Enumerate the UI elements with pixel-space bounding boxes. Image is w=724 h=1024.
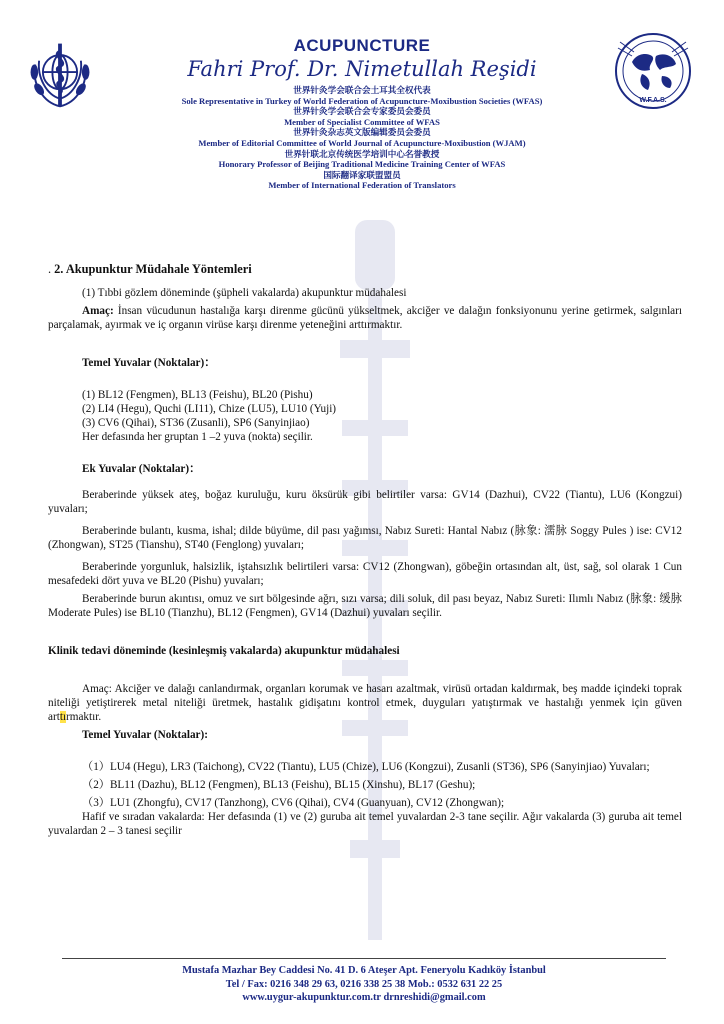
credential-line: 世界针灸杂志英文版编辑委员会委员	[293, 127, 431, 138]
credential-line: Member of International Federation of Translators	[268, 180, 456, 191]
symptom-paragraph: Beraberinde bulantı, kusma, ishal; dilde büyüme, dil pası yağımsı, Nabız Sureti: Hantal Nabız (脉象: 濡脉 Soggy Pules ) ise: CV12 (Zhongwan), ST25 (Tianshu), ST40 (Fenglong) yuvaları;	[48, 525, 682, 551]
credential-line: 国际翻译家联盟盟员	[323, 169, 401, 180]
point-note: Her defasında her gruptan 1 –2 yuva (nokta) seçilir.	[82, 431, 313, 443]
point-group: （2）BL11 (Dazhu), BL12 (Fengmen), BL13 (Feishu), BL15 (Xinshu), BL17 (Geshu);	[82, 779, 476, 791]
credential-line: Member of Editorial Committee of World Journal of Acupuncture-Moxibustion (WJAM)	[198, 137, 526, 148]
footer	[62, 964, 666, 1005]
credential-line: Honorary Professor of Beijing Traditional Medicine Training Center of WFAS	[218, 159, 506, 170]
footer-contact	[62, 991, 666, 1005]
additional-points-heading: Ek Yuvalar (Noktalar)：	[82, 463, 201, 475]
credential-line: Sole Representative in Turkey of World Federation of Acupuncture-Moxibustion Societies (WFAS)	[181, 95, 543, 106]
symptom-paragraph: Beraberinde yorgunluk, halsizlik, iştahsızlık belirtileri varsa: CV12 (Zhongwan), göbeğin ortasından alt, üst, sağ, sol olarak 1 Cun mesafedeki dört yuva ve BL20 (Pishu) yuvaları;	[48, 561, 682, 587]
wfas-logo-text: W.F.A.S.	[639, 97, 667, 104]
point-group: (3) CV6 (Qihai), ST36 (Zusanli), SP6 (Sanyinjiao)	[82, 417, 310, 429]
basic-points-heading: Temel Yuvalar (Noktalar)：	[82, 357, 216, 369]
clinical-heading: Klinik tedavi döneminde (kesinleşmiş vakalarda) akupunktur müdahalesi	[48, 645, 400, 657]
subsection-title: (1) Tıbbi gözlem döneminde (şüpheli vakalarda) akupunktur müdahalesi	[82, 287, 407, 299]
point-group: (1) BL12 (Fengmen), BL13 (Feishu), BL20 (Pishu)	[82, 389, 313, 401]
basic-points-heading: Temel Yuvalar (Noktalar):	[82, 729, 208, 741]
point-note: Hafif ve sıradan vakalarda: Her defasında (1) ve (2) guruba ait temel yuvalardan 2-3 tane seçilir. Ağır vakalarda (3) guruba ait temel yuvalardan 2 – 3 tanesi seçilir	[48, 811, 682, 837]
symptom-paragraph: Beraberinde yüksek ateş, boğaz kuruluğu, kuru öksürük gibi belirtiler varsa: GV14 (Dazhui), CV22 (Tiantu), LU6 (Kongzui) yuvaları;	[48, 489, 682, 515]
credential-line: 世界针联北京传统医学培训中心名誉教授	[284, 148, 440, 159]
wfas-logo	[612, 30, 694, 112]
credential-line: Member of Specialist Committee of WFAS	[284, 116, 440, 127]
letterhead	[120, 36, 604, 191]
symptom-paragraph: Beraberinde burun akıntısı, omuz ve sırt bölgesinde ağrı, sızı varsa; dili soluk, dil pası beyaz, Nabız Sureti: Ilımlı Nabız (脉象: 缓脉Moderate Pules) ise BL10 (Tianzhu), BL12 (Fengmen), GV14 (Dazhui) yuvaları seçilir.	[48, 593, 682, 619]
section-heading: . 2. Akupunktur Müdahale Yöntemleri	[48, 262, 252, 276]
footer-divider	[62, 958, 666, 959]
point-group: (2) LI4 (Hegu), Quchi (LI11), Chize (LU5), LU10 (Yuji)	[82, 403, 337, 415]
brand-title: ACUPUNCTURE	[293, 36, 431, 55]
footer-address: Mustafa Mazhar Bey Caddesi No. 41 D. 6 Ateşer Apt. Feneryolu Kadıköy İstanbul	[182, 965, 546, 976]
doctor-name: Fahri Prof. Dr. Nimetullah Reşidi	[187, 57, 537, 81]
footer-phones: Tel / Fax: 0216 348 29 63, 0216 338 25 38 Mob.: 0532 631 22 25	[225, 978, 503, 990]
email-link[interactable]: drnreshidi@gmail.com	[383, 992, 486, 1003]
credential-line: 世界针灸学会联合会土耳其全权代表	[293, 85, 431, 95]
point-group: （1）LU4 (Hegu), LR3 (Taichong), CV22 (Tiantu), LU5 (Chize), LU6 (Kongzui), Zusanli (ST36), SP6 (Sanyinjiao) Yuvaları;	[82, 761, 650, 773]
website-link[interactable]: www.uygur-akupunktur.com.tr	[242, 992, 381, 1003]
document-body	[48, 262, 682, 838]
text-highlight: tı	[59, 711, 67, 723]
credential-line: 世界针灸学会联合会专家委员会委员	[293, 106, 431, 117]
point-group: （3）LU1 (Zhongfu), CV17 (Tanzhong), CV6 (Qihai), CV4 (Guanyuan), CV12 (Zhongwan);	[82, 797, 505, 809]
purpose-paragraph: Amaç: Akciğer ve dalağı canlandırmak, organları korumak ve hasarı azaltmak, virüsü ortadan kaldırmak, beş madde içindeki toprak niteliği yetiştirerek metal niteliği üretmek, hastalık gidişatını kontrol etmek, duyguları yatıştırmak ve hastalığı yenmek için güven arttırmaktır.	[48, 683, 682, 723]
who-emblem-logo	[22, 36, 98, 112]
purpose-paragraph: Amaç: İnsan vücudunun hastalığa karşı direnme gücünü yükseltmek, akciğer ve dalağın fonksiyonunu yerine getirmek, salgınları parçalamak, ayırmak ve iç organın virüse karşı direnme yeteneğini arttırmaktır.	[48, 305, 682, 331]
